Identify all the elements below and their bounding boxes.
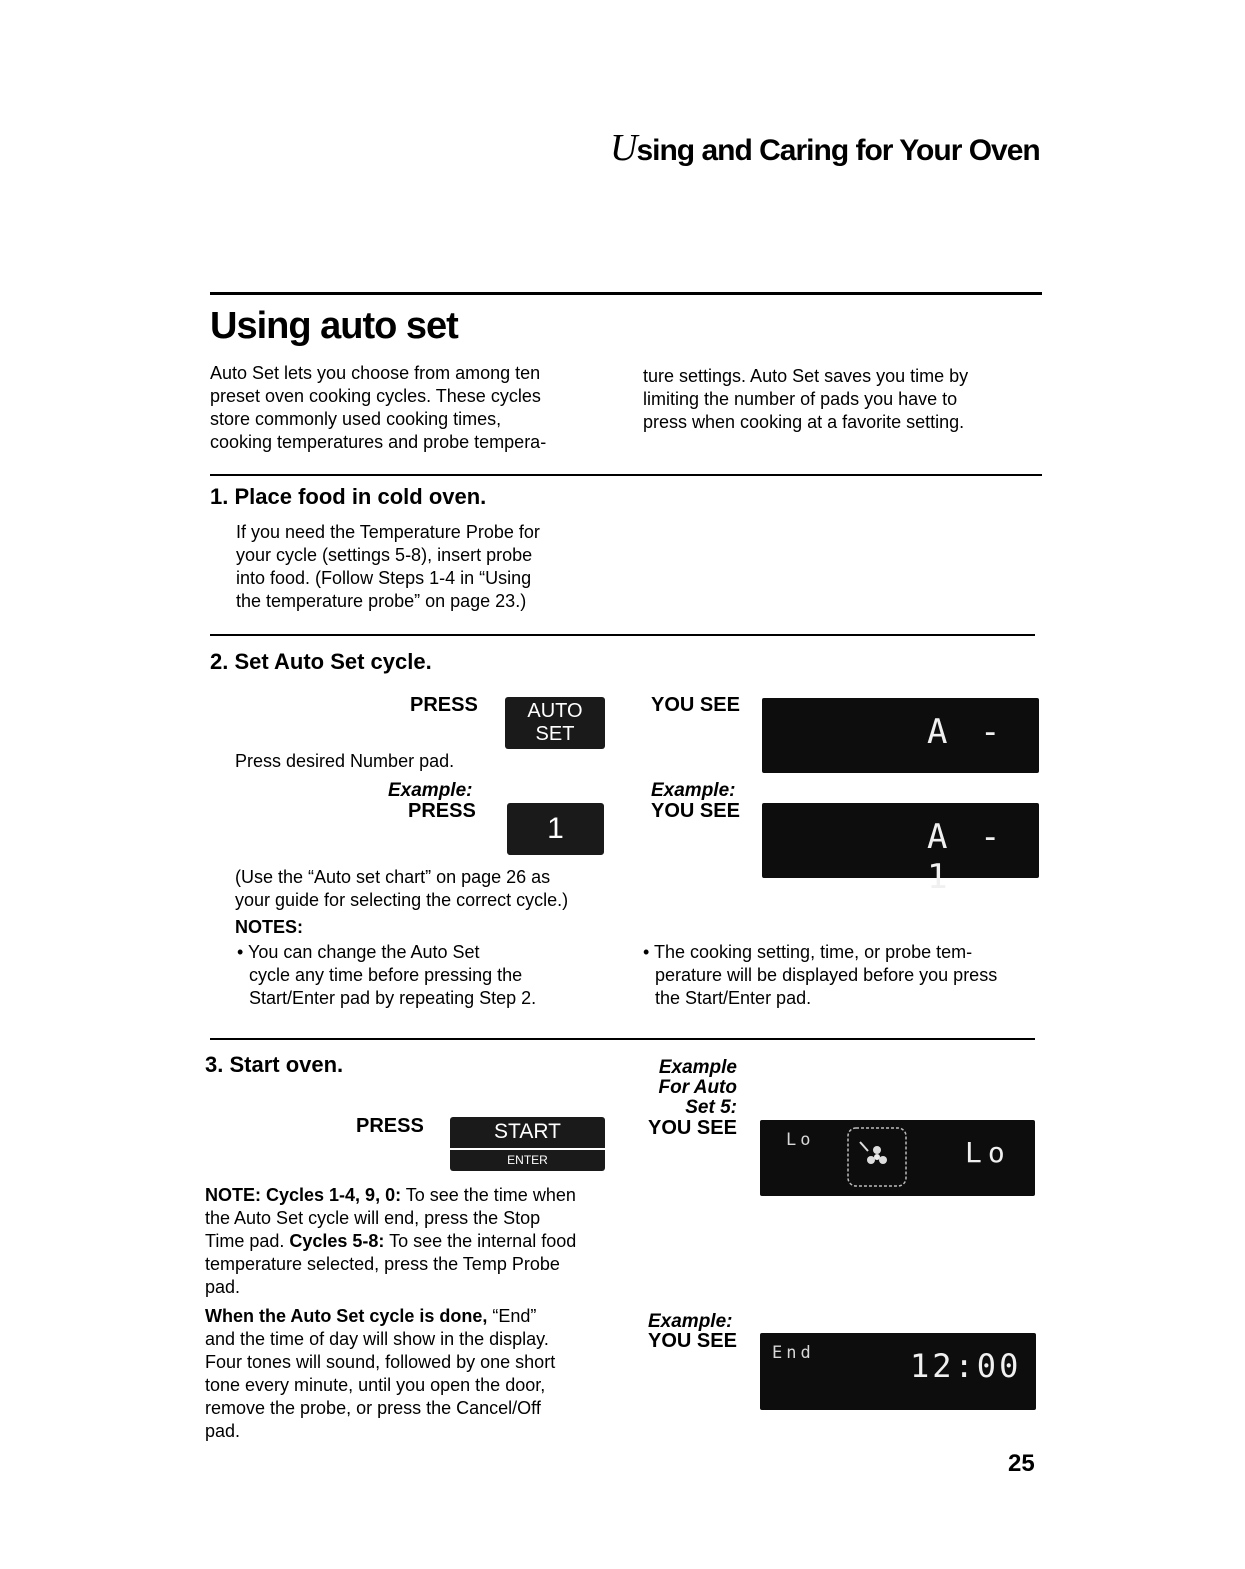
auto-set-key	[505, 697, 605, 749]
note-line: the Auto Set cycle will end, press the Stop	[205, 1208, 541, 1228]
note-line	[205, 1230, 576, 1253]
example-line: Example	[658, 1057, 737, 1078]
intro-line: Auto Set lets you choose from among ten	[210, 363, 541, 383]
step3-heading: 3. Start oven.	[205, 1052, 344, 1077]
key-divider	[450, 1148, 605, 1150]
intro-left	[210, 362, 546, 454]
done-line: and the time of day will show in the display.	[205, 1329, 549, 1349]
you-see-label: YOU SEE	[651, 694, 740, 716]
step1-text	[236, 521, 540, 613]
header-drop-cap: U	[610, 127, 637, 169]
page-number: 25	[1008, 1450, 1035, 1477]
key-label: ENTER	[507, 1153, 548, 1167]
cycles-note	[205, 1184, 576, 1299]
chart-note-line: your guide for selecting the correct cycle.)	[235, 890, 569, 910]
note-line: the Start/Enter pad.	[655, 988, 812, 1008]
note-line: • You can change the Auto Set	[237, 942, 480, 962]
divider	[210, 292, 1042, 295]
press-label: PRESS	[410, 694, 478, 716]
done-line: Four tones will sound, followed by one short	[205, 1352, 556, 1372]
intro-line: cooking temperatures and probe tempera-	[210, 432, 547, 452]
page-title: Using auto set	[210, 305, 458, 347]
key-label: START	[494, 1120, 561, 1143]
done-bold: When the Auto Set cycle is done,	[205, 1306, 488, 1326]
note-line: • The cooking setting, time, or probe tem-	[643, 942, 973, 962]
example-auto-label	[655, 1058, 737, 1118]
step2-heading: 2. Set Auto Set cycle.	[210, 649, 432, 674]
number-key: 1	[507, 803, 604, 855]
running-header	[610, 126, 1040, 170]
intro-line: store commonly used cooking times,	[210, 409, 502, 429]
example-label: Example:	[648, 1311, 733, 1332]
note-bold: Cycles 5-8:	[289, 1231, 385, 1251]
press-label: PRESS	[408, 800, 476, 822]
done-line: pad.	[205, 1421, 241, 1441]
press-label: PRESS	[356, 1115, 424, 1137]
note-line: cycle any time before pressing the	[249, 965, 523, 985]
note-line: perature will be displayed before you press	[655, 965, 998, 985]
divider	[210, 1038, 1035, 1040]
intro-line: ture settings. Auto Set saves you time by	[643, 366, 969, 386]
you-see-label: YOU SEE	[651, 800, 740, 822]
step1-line: into food. (Follow Steps 1-4 in “Using	[236, 568, 532, 588]
intro-line: preset oven cooking cycles. These cycles	[210, 386, 541, 406]
display-readout: End	[772, 1343, 815, 1363]
fan-icon	[846, 1126, 908, 1188]
done-text	[205, 1305, 555, 1443]
done-line	[205, 1305, 555, 1328]
divider	[210, 634, 1035, 636]
display-screen	[762, 803, 1039, 897]
example-line: For Auto	[658, 1077, 737, 1098]
display-readout: Lo	[786, 1130, 815, 1150]
note-text: To see the time when	[401, 1185, 576, 1205]
step1-line: If you need the Temperature Probe for	[236, 522, 540, 542]
display-readout: 12:00	[910, 1347, 1022, 1385]
display-readout: Lo	[965, 1136, 1011, 1169]
key-label: SET	[535, 723, 575, 745]
you-see-label: YOU SEE	[648, 1117, 737, 1139]
intro-line: press when cooking at a favorite setting.	[643, 412, 965, 432]
you-see-label: YOU SEE	[648, 1330, 737, 1352]
note-right	[643, 941, 997, 1010]
display-screen	[760, 1120, 1035, 1196]
done-line: remove the probe, or press the Cancel/Off	[205, 1398, 541, 1418]
display-readout: A - 1	[927, 817, 1007, 897]
intro-right	[643, 365, 968, 434]
step1-line: your cycle (settings 5-8), insert probe	[236, 545, 533, 565]
divider	[210, 474, 1042, 476]
note-left	[237, 941, 536, 1010]
note-line: Start/Enter pad by repeating Step 2.	[249, 988, 537, 1008]
display-screen	[762, 698, 1039, 773]
notes-heading: NOTES:	[235, 917, 304, 937]
step1-line: the temperature probe” on page 23.)	[236, 591, 527, 611]
step1-heading: 1. Place food in cold oven.	[210, 484, 487, 509]
chart-note	[235, 866, 568, 912]
start-enter-key	[450, 1117, 605, 1171]
header-text: sing and Caring for Your Oven	[636, 134, 1040, 167]
note-text: To see the internal food	[384, 1231, 577, 1251]
note-line: pad.	[205, 1277, 241, 1297]
example-label: Example:	[651, 780, 736, 801]
key-label: AUTO	[527, 700, 583, 722]
note-text: Time pad.	[205, 1231, 290, 1251]
display-readout: A -	[927, 712, 1007, 752]
note-line: temperature selected, press the Temp Probe	[205, 1254, 560, 1274]
done-text-span: “End”	[487, 1306, 537, 1326]
example-label: Example:	[388, 780, 473, 801]
note-bold: NOTE: Cycles 1-4, 9, 0:	[205, 1185, 402, 1205]
note-line	[205, 1184, 576, 1207]
example-line: Set 5:	[685, 1097, 737, 1118]
done-line: tone every minute, until you open the door,	[205, 1375, 546, 1395]
display-screen	[760, 1333, 1036, 1410]
chart-note-line: (Use the “Auto set chart” on page 26 as	[235, 867, 551, 887]
intro-line: limiting the number of pads you have to	[643, 389, 958, 409]
press-number-text: Press desired Number pad.	[235, 751, 455, 771]
